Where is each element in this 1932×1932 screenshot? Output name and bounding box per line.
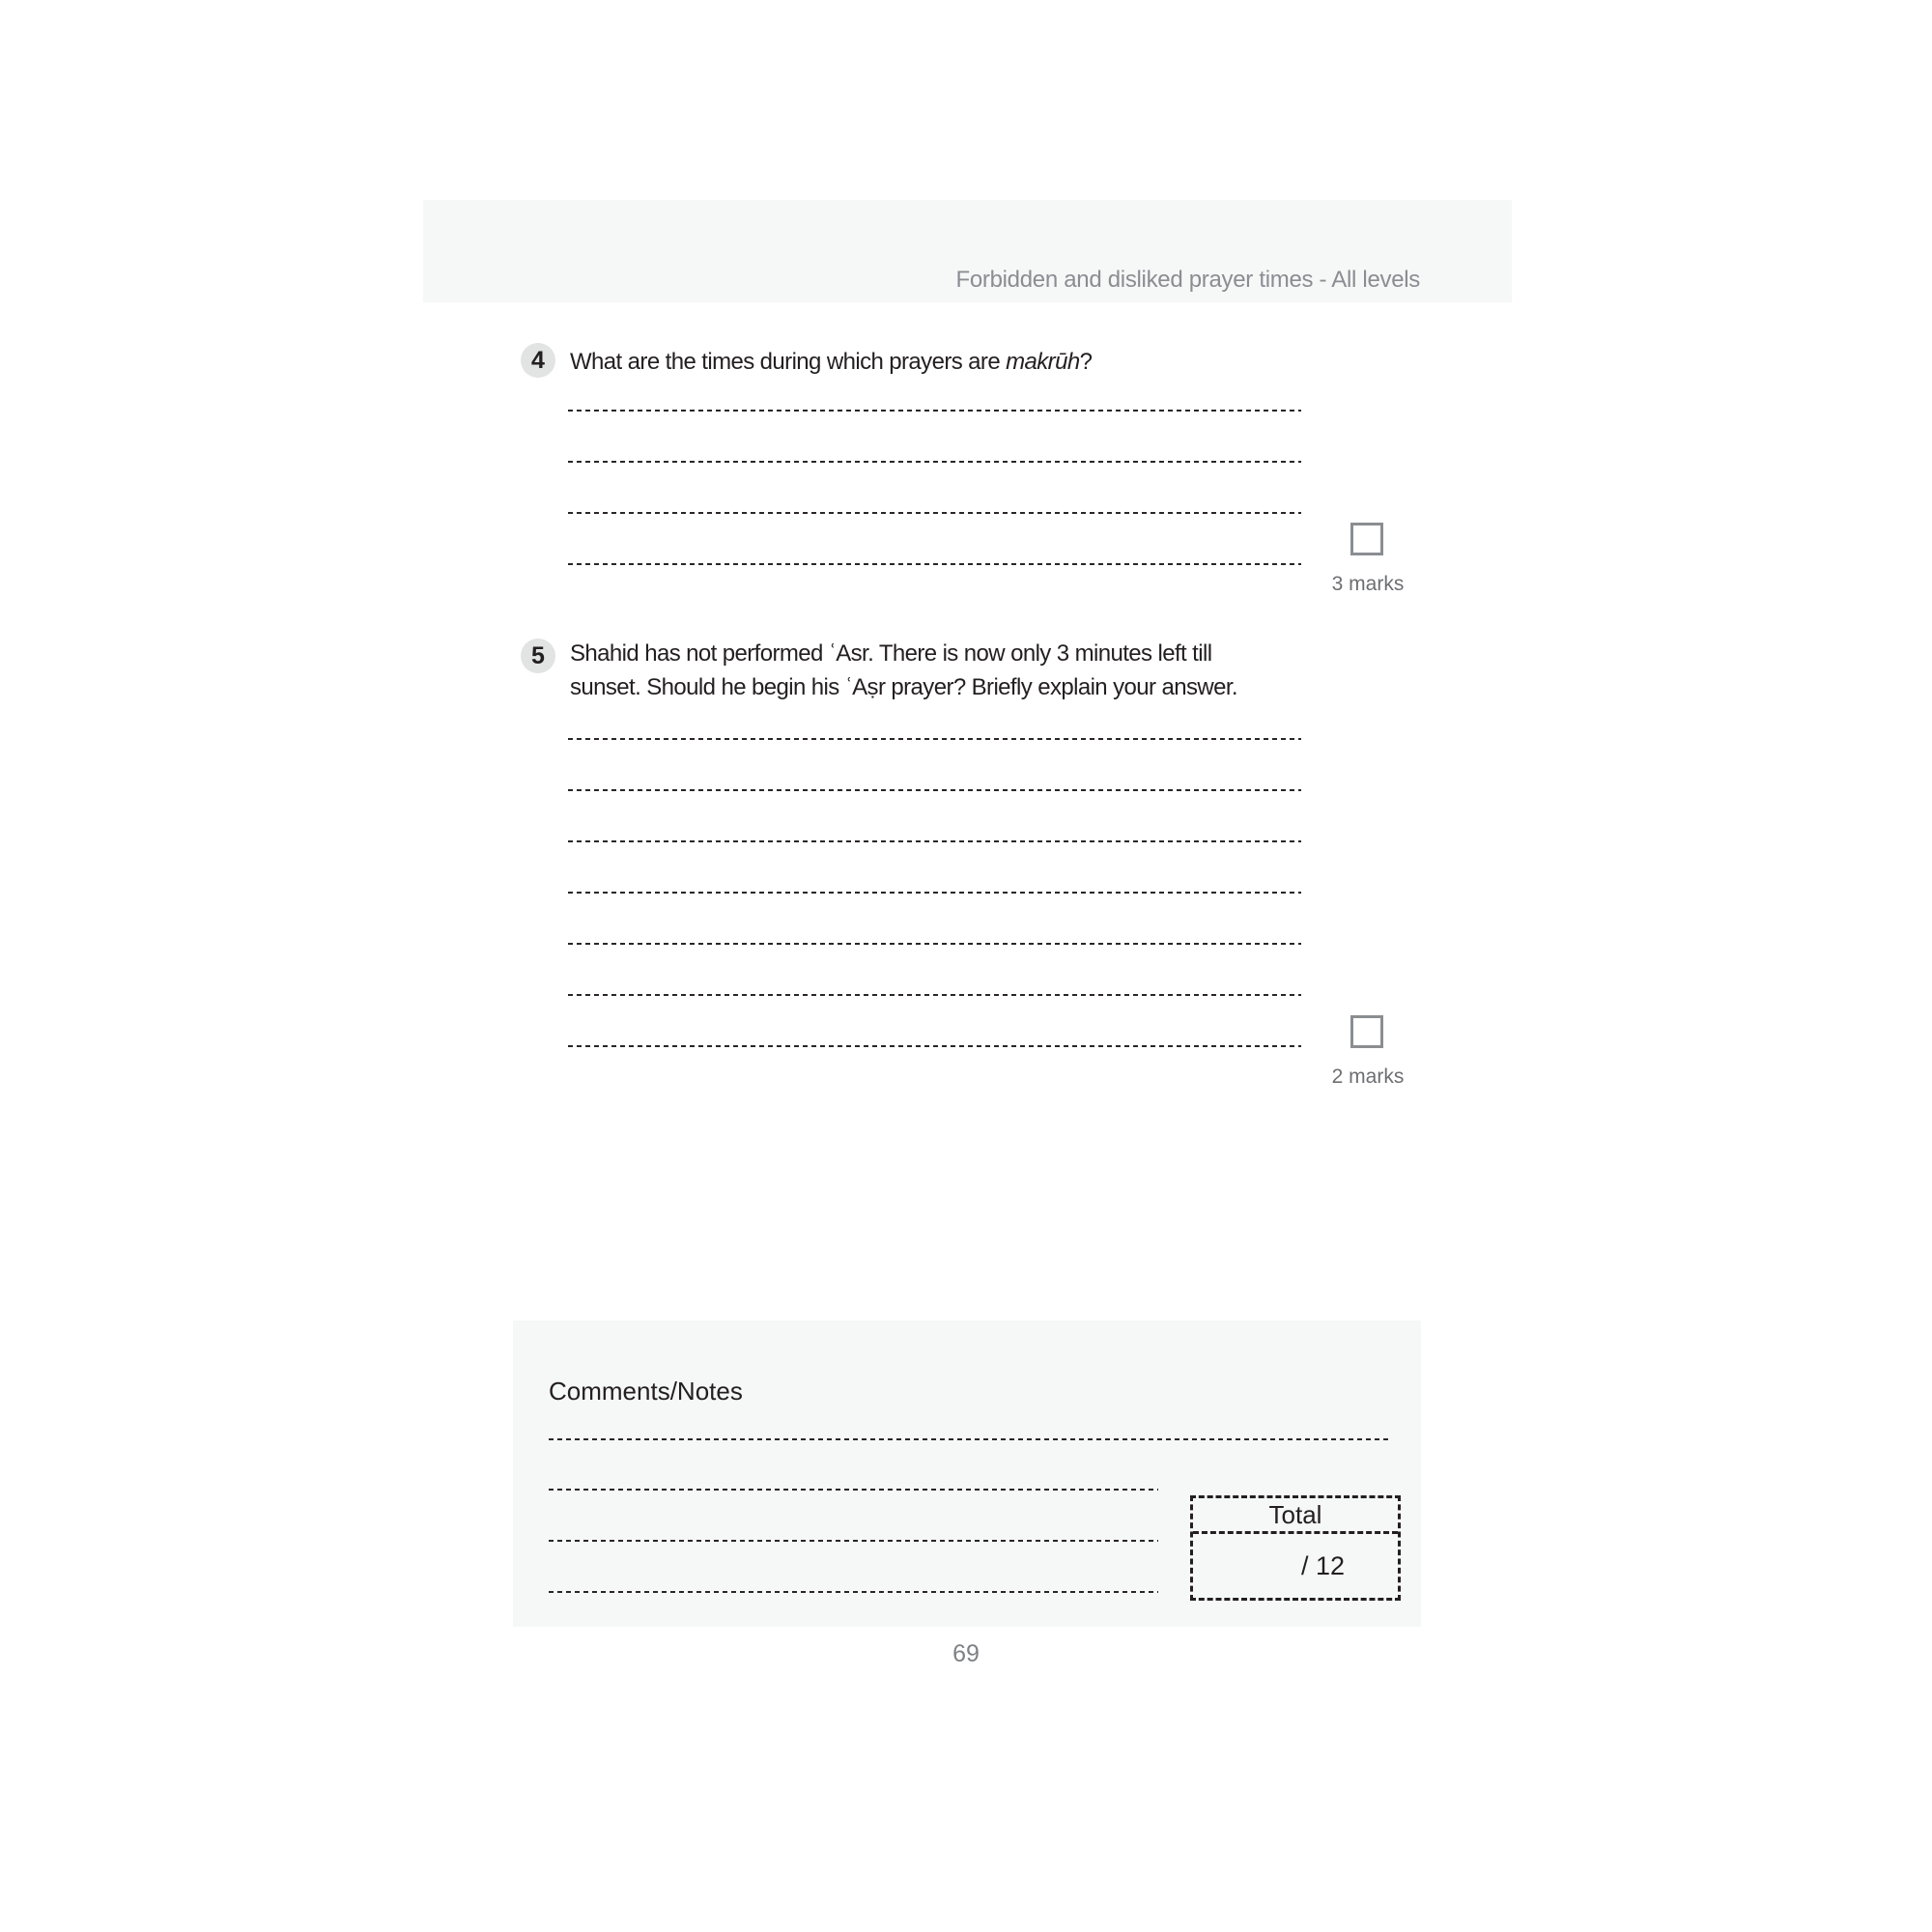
answer-line [549, 1591, 1158, 1593]
question-5-number: 5 [531, 641, 545, 669]
question-4-number-badge [521, 343, 555, 378]
answer-line [568, 461, 1301, 463]
answer-line [568, 840, 1301, 842]
answer-line [568, 943, 1301, 945]
answer-line [568, 512, 1301, 514]
question-4-text-segment: What are the times during which prayers are [570, 349, 1007, 375]
page-header-title: Forbidden and disliked prayer times - All levels [955, 267, 1420, 293]
question-5-number-badge [521, 639, 555, 673]
question-4-text [570, 345, 1092, 379]
answer-line [549, 1540, 1158, 1542]
question-5-text [570, 637, 1237, 704]
answer-line [568, 994, 1301, 996]
comments-panel [513, 1321, 1421, 1627]
total-label: Total [1193, 1498, 1398, 1534]
answer-line [568, 789, 1301, 791]
answer-line [568, 1045, 1301, 1047]
comments-writing-area[interactable] [549, 1489, 1158, 1593]
total-box [1190, 1495, 1401, 1601]
page-number: 69 [952, 1640, 980, 1667]
question-5-text-line-2: sunset. Should he begin his ʿAṣr prayer? Briefly explain your answer. [570, 674, 1237, 700]
question-4-marks-checkbox[interactable] [1350, 523, 1383, 555]
answer-line [568, 563, 1301, 565]
answer-line [549, 1489, 1158, 1491]
comments-label: Comments/Notes [549, 1377, 743, 1406]
total-score-field[interactable]: / 12 [1300, 1550, 1345, 1580]
comments-writing-area-wide[interactable] [549, 1438, 1390, 1440]
question-4-text-italic: makrūh [1006, 349, 1080, 375]
answer-line [568, 738, 1301, 740]
question-5-marks-checkbox[interactable] [1350, 1015, 1383, 1048]
question-5-answer-area[interactable] [568, 738, 1301, 1047]
question-4-answer-area[interactable] [568, 410, 1301, 565]
answer-line [549, 1438, 1390, 1440]
answer-line [568, 410, 1301, 412]
page-header-band [423, 200, 1512, 302]
question-4-marks-label: 3 marks [1331, 573, 1405, 595]
question-5-text-line-1: Shahid has not performed ʿAsr. There is now only 3 minutes left till [570, 640, 1212, 667]
question-5-marks-label: 2 marks [1331, 1065, 1405, 1088]
question-4-number: 4 [531, 346, 545, 374]
question-4-text-segment: ? [1079, 349, 1093, 375]
answer-line [568, 892, 1301, 894]
